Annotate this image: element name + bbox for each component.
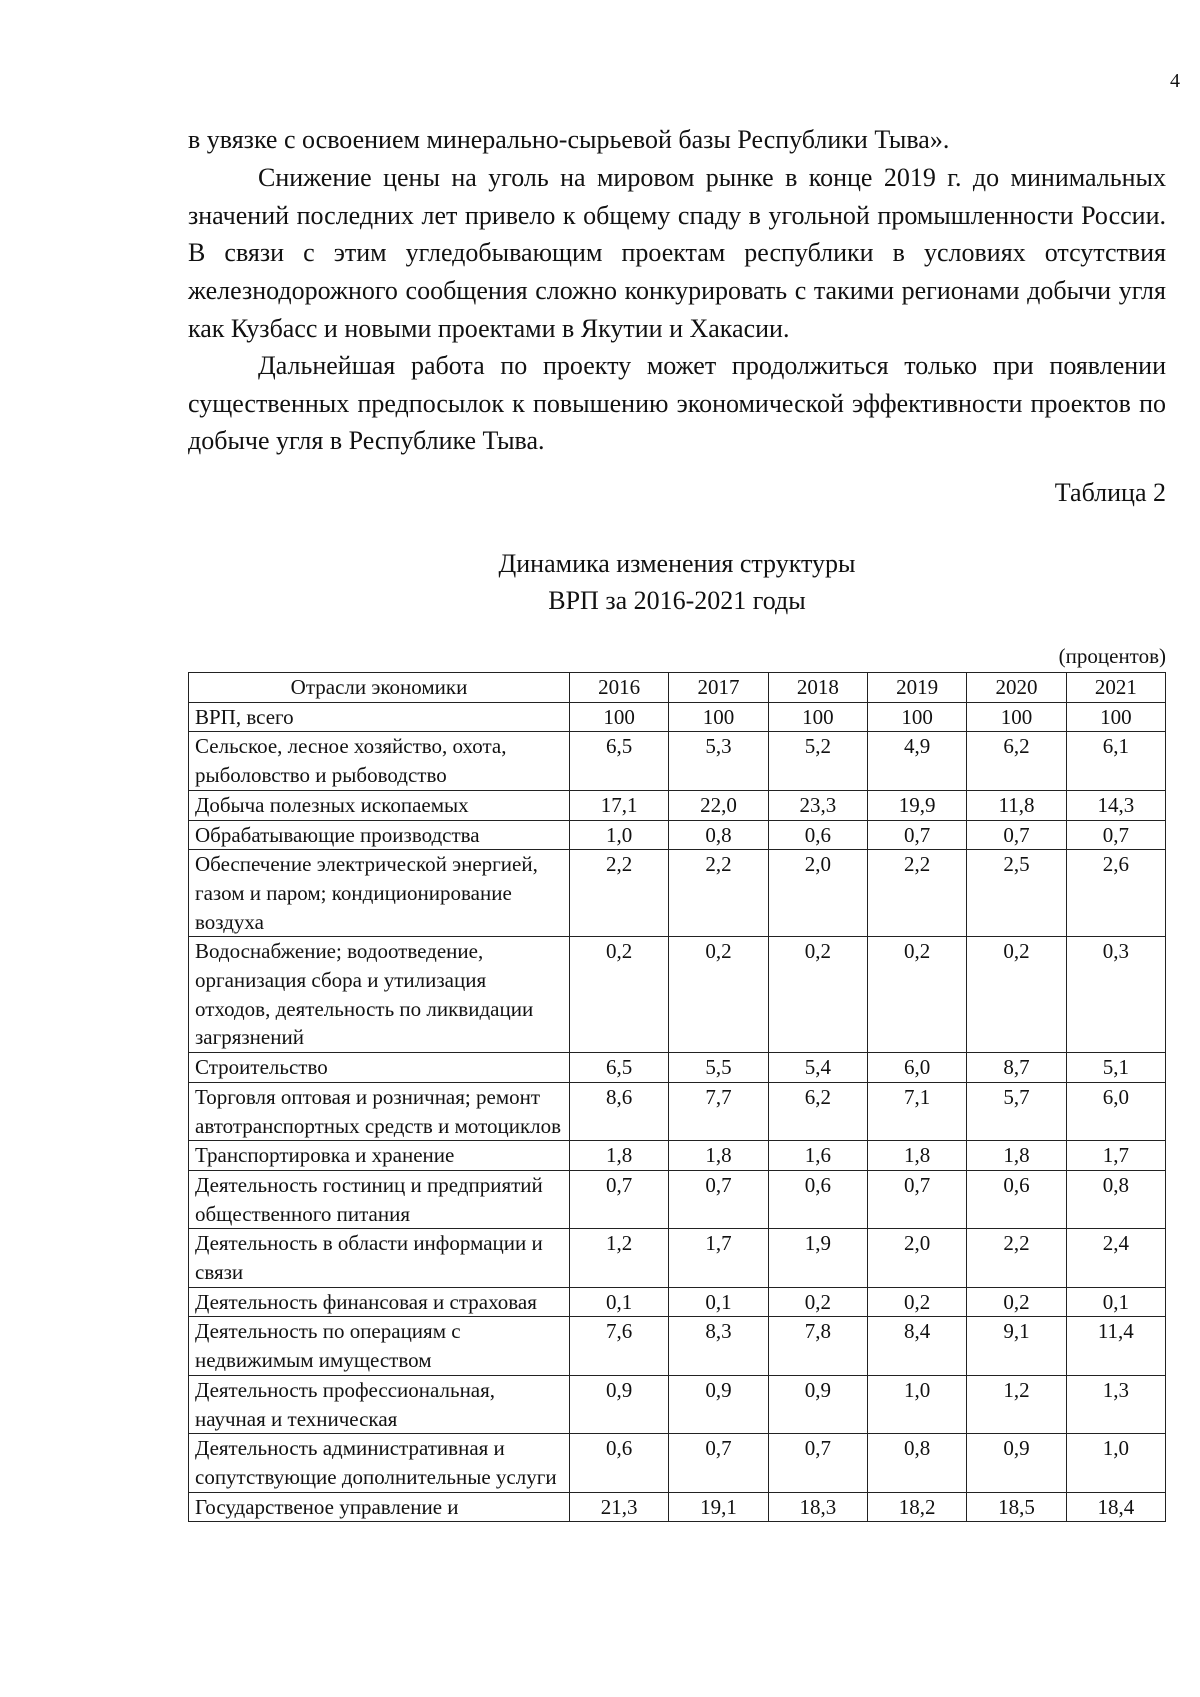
header-cell-2018: 2018 — [768, 673, 867, 703]
table-cell-value: 22,0 — [669, 790, 768, 820]
table-cell-value: 0,9 — [768, 1375, 867, 1433]
table-cell-sector: Обеспечение электрической энергией, газом и паром; кондиционирование воздуха — [189, 850, 570, 937]
table-cell-value: 14,3 — [1066, 790, 1165, 820]
table-cell-sector: Сельское, лесное хозяйство, охота, рыболовство и рыбоводство — [189, 732, 570, 790]
table-cell-value: 2,0 — [867, 1229, 966, 1287]
table-cell-value: 1,6 — [768, 1141, 867, 1171]
table-cell-value: 0,7 — [867, 1170, 966, 1228]
table-label: Таблица 2 — [1054, 478, 1166, 507]
table-cell-value: 0,7 — [967, 820, 1066, 850]
table-cell-sector: Деятельность гостиниц и предприятий общественного питания — [189, 1170, 570, 1228]
table-cell-value: 100 — [570, 702, 669, 732]
table-cell-sector: Обрабатывающие производства — [189, 820, 570, 850]
table-cell-sector: Торговля оптовая и розничная; ремонт автотранспортных средств и мотоциклов — [189, 1082, 570, 1140]
table-cell-value: 5,5 — [669, 1053, 768, 1083]
table-cell-value: 6,5 — [570, 1053, 669, 1083]
table-row — [189, 1287, 1166, 1317]
table-row — [189, 702, 1166, 732]
table-cell-value: 0,6 — [768, 820, 867, 850]
header-cell-2020: 2020 — [967, 673, 1066, 703]
table-row — [189, 1434, 1166, 1492]
table-cell-value: 1,0 — [867, 1375, 966, 1433]
table-cell-value: 6,0 — [867, 1053, 966, 1083]
table-cell-value: 18,4 — [1066, 1492, 1165, 1522]
table-cell-value: 0,7 — [768, 1434, 867, 1492]
table-cell-value: 0,7 — [669, 1434, 768, 1492]
table-cell-value: 6,2 — [768, 1082, 867, 1140]
table-cell-value: 0,1 — [669, 1287, 768, 1317]
table-cell-value: 0,8 — [867, 1434, 966, 1492]
table-header-row — [189, 673, 1166, 703]
table-cell-value: 6,5 — [570, 732, 669, 790]
table-body — [189, 673, 1166, 1522]
header-cell-2017: 2017 — [669, 673, 768, 703]
table-row — [189, 937, 1166, 1053]
table-row — [189, 1141, 1166, 1171]
table-row — [189, 820, 1166, 850]
table-cell-value: 1,7 — [669, 1229, 768, 1287]
table-cell-value: 100 — [669, 702, 768, 732]
table-cell-value: 0,9 — [669, 1375, 768, 1433]
table-cell-value: 17,1 — [570, 790, 669, 820]
table-cell-value: 1,2 — [570, 1229, 669, 1287]
table-cell-value: 100 — [1066, 702, 1165, 732]
table-cell-value: 11,4 — [1066, 1317, 1165, 1375]
table-cell-value: 0,7 — [867, 820, 966, 850]
table-cell-value: 2,4 — [1066, 1229, 1165, 1287]
table-cell-value: 5,7 — [967, 1082, 1066, 1140]
table-cell-value: 8,6 — [570, 1082, 669, 1140]
table-cell-value: 19,1 — [669, 1492, 768, 1522]
table-cell-sector: Деятельность финансовая и страховая — [189, 1287, 570, 1317]
table-cell-sector: Транспортировка и хранение — [189, 1141, 570, 1171]
table-cell-value: 1,3 — [1066, 1375, 1165, 1433]
table-cell-value: 0,2 — [967, 937, 1066, 1053]
table-units: (процентов) — [1058, 644, 1166, 668]
table-cell-value: 8,7 — [967, 1053, 1066, 1083]
table-cell-value: 0,2 — [967, 1287, 1066, 1317]
header-cell-2021: 2021 — [1066, 673, 1165, 703]
paragraph-1: в увязке с освоением минерально-сырьевой базы Республики Тыва». — [188, 125, 950, 154]
table-cell-value: 0,6 — [570, 1434, 669, 1492]
table-cell-value: 8,3 — [669, 1317, 768, 1375]
table-cell-value: 0,2 — [768, 1287, 867, 1317]
table-cell-value: 2,2 — [867, 850, 966, 937]
table-cell-value: 2,6 — [1066, 850, 1165, 937]
table-cell-value: 7,8 — [768, 1317, 867, 1375]
page-number: 4 — [1170, 70, 1180, 92]
table-cell-value: 18,5 — [967, 1492, 1066, 1522]
header-cell-2019: 2019 — [867, 673, 966, 703]
table-cell-value: 1,0 — [1066, 1434, 1165, 1492]
table-cell-value: 0,6 — [768, 1170, 867, 1228]
table-cell-value: 5,4 — [768, 1053, 867, 1083]
table-cell-value: 0,1 — [1066, 1287, 1165, 1317]
table-row — [189, 790, 1166, 820]
header-cell-sector: Отрасли экономики — [189, 673, 570, 703]
table-title-line-1: Динамика изменения структуры — [498, 549, 856, 578]
table-cell-value: 1,0 — [570, 820, 669, 850]
table-row — [189, 1082, 1166, 1140]
table-cell-value: 2,2 — [570, 850, 669, 937]
table-row — [189, 1375, 1166, 1433]
table-row — [189, 1492, 1166, 1522]
table-cell-value: 8,4 — [867, 1317, 966, 1375]
table-row — [189, 1053, 1166, 1083]
table-cell-value: 2,2 — [669, 850, 768, 937]
table-cell-value: 0,6 — [967, 1170, 1066, 1228]
table-cell-value: 6,1 — [1066, 732, 1165, 790]
table-cell-value: 6,2 — [967, 732, 1066, 790]
table-cell-sector: Деятельность административная и сопутствующие дополнительные услуги — [189, 1434, 570, 1492]
grp-structure-table — [188, 672, 1166, 1522]
table-cell-value: 0,2 — [669, 937, 768, 1053]
paragraph-2: Снижение цены на уголь на мировом рынке в конце 2019 г. до минимальных значений последних лет привело к общему спаду в угольной промышленности России. В связи с этим угледобывающим проектам республики в условиях отсутствия железнодорожного сообщения сложно конкурировать с такими регионами добычи угля как Кузбасс и новыми проектами в Якутии и Хакасии. — [188, 163, 1166, 343]
table-cell-value: 5,2 — [768, 732, 867, 790]
table-cell-value: 1,8 — [669, 1141, 768, 1171]
table-cell-sector: Строительство — [189, 1053, 570, 1083]
paragraph-3: Дальнейшая работа по проекту может продолжиться только при появлении существенных предпосылок к повышению экономической эффективности проектов по добыче угля в Республике Тыва. — [188, 351, 1166, 456]
table-cell-value: 0,7 — [570, 1170, 669, 1228]
table-cell-value: 0,3 — [1066, 937, 1165, 1053]
table-cell-value: 9,1 — [967, 1317, 1066, 1375]
table-row — [189, 1170, 1166, 1228]
table-cell-value: 19,9 — [867, 790, 966, 820]
table-cell-value: 11,8 — [967, 790, 1066, 820]
table-cell-sector: Деятельность профессиональная, научная и техническая — [189, 1375, 570, 1433]
table-cell-value: 0,2 — [867, 1287, 966, 1317]
table-cell-value: 23,3 — [768, 790, 867, 820]
table-title-line-2: ВРП за 2016-2021 годы — [548, 586, 806, 615]
table-title — [188, 545, 1166, 619]
table-row — [189, 732, 1166, 790]
table-cell-value: 1,8 — [867, 1141, 966, 1171]
table-cell-value: 18,3 — [768, 1492, 867, 1522]
table-cell-value: 100 — [967, 702, 1066, 732]
table-cell-value: 2,0 — [768, 850, 867, 937]
table-cell-value: 2,2 — [967, 1229, 1066, 1287]
table-cell-value: 6,0 — [1066, 1082, 1165, 1140]
table-cell-value: 1,8 — [967, 1141, 1066, 1171]
table-cell-value: 1,7 — [1066, 1141, 1165, 1171]
table-cell-value: 4,9 — [867, 732, 966, 790]
table-row — [189, 1229, 1166, 1287]
table-cell-sector: Деятельность в области информации и связи — [189, 1229, 570, 1287]
table-cell-value: 5,1 — [1066, 1053, 1165, 1083]
table-cell-value: 0,2 — [570, 937, 669, 1053]
table-cell-value: 0,7 — [669, 1170, 768, 1228]
table-cell-value: 0,9 — [570, 1375, 669, 1433]
table-cell-sector: Деятельность по операциям с недвижимым имуществом — [189, 1317, 570, 1375]
table-cell-value: 100 — [768, 702, 867, 732]
table-cell-value: 1,8 — [570, 1141, 669, 1171]
table-cell-value: 1,2 — [967, 1375, 1066, 1433]
table-row — [189, 1317, 1166, 1375]
table-cell-value: 18,2 — [867, 1492, 966, 1522]
table-cell-value: 0,8 — [1066, 1170, 1165, 1228]
table-cell-value: 21,3 — [570, 1492, 669, 1522]
table-cell-value: 0,2 — [768, 937, 867, 1053]
table-cell-value: 0,9 — [967, 1434, 1066, 1492]
table-cell-value: 7,1 — [867, 1082, 966, 1140]
table-cell-sector: ВРП, всего — [189, 702, 570, 732]
table-cell-value: 2,5 — [967, 850, 1066, 937]
table-cell-sector: Добыча полезных ископаемых — [189, 790, 570, 820]
table-cell-value: 0,1 — [570, 1287, 669, 1317]
table-cell-value: 7,6 — [570, 1317, 669, 1375]
table-row — [189, 850, 1166, 937]
table-cell-value: 100 — [867, 702, 966, 732]
header-cell-2016: 2016 — [570, 673, 669, 703]
table-cell-value: 0,7 — [1066, 820, 1165, 850]
table-cell-value: 7,7 — [669, 1082, 768, 1140]
table-cell-value: 1,9 — [768, 1229, 867, 1287]
table-cell-value: 0,2 — [867, 937, 966, 1053]
table-cell-value: 5,3 — [669, 732, 768, 790]
table-cell-sector: Государственое управление и — [189, 1492, 570, 1522]
table-cell-value: 0,8 — [669, 820, 768, 850]
table-cell-sector: Водоснабжение; водоотведение, организация сбора и утилизация отходов, деятельность по ликвидации загрязнений — [189, 937, 570, 1053]
